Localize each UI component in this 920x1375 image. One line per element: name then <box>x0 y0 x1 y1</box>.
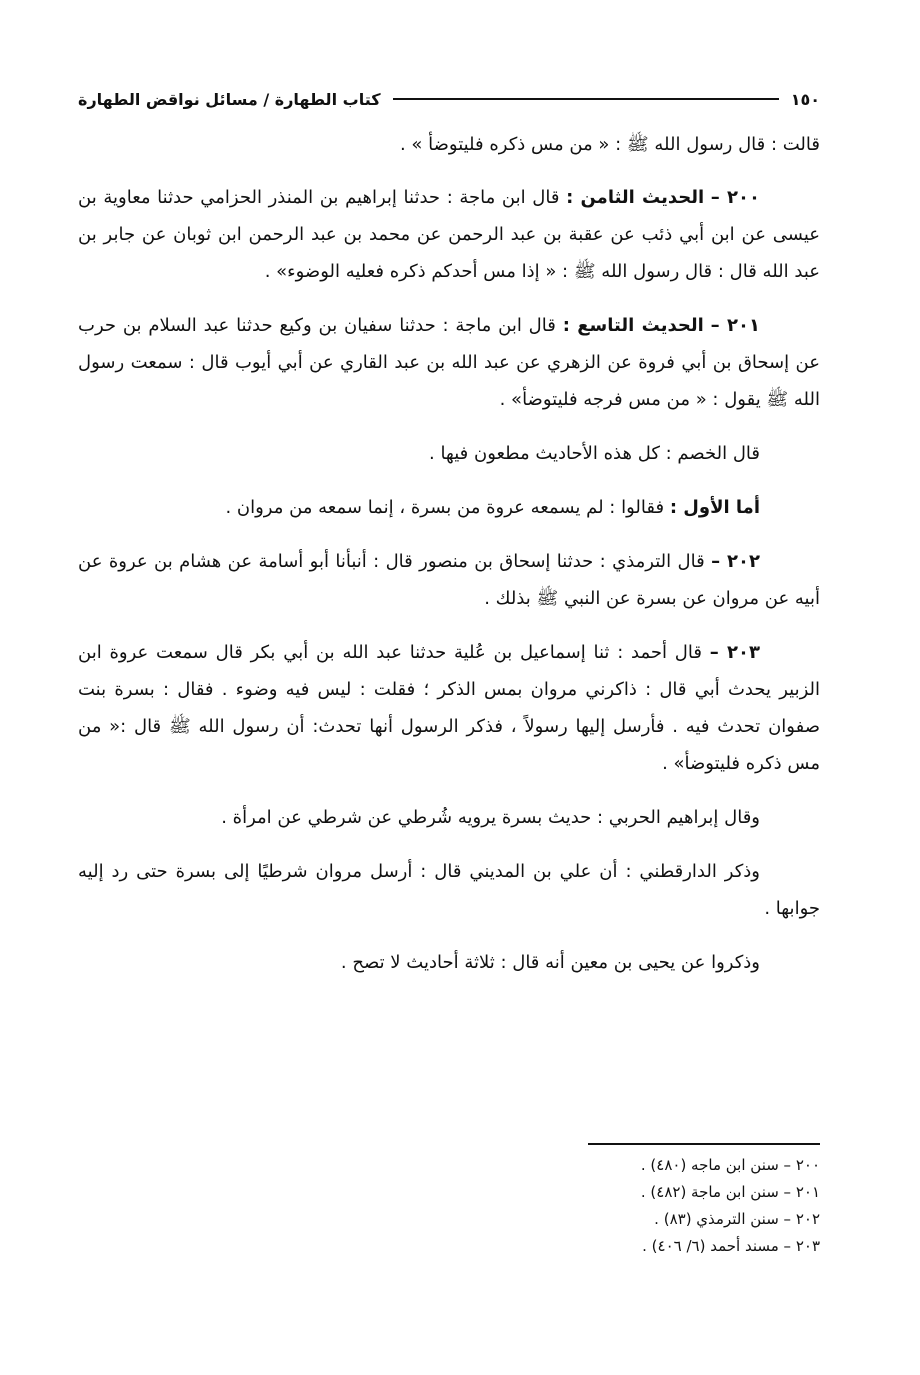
hadith-label: الحديث التاسع : <box>562 315 704 336</box>
paragraph-text: فقالوا : لم يسمعه عروة من بسرة ، إنما سمعه من مروان . <box>225 497 665 518</box>
header-rule <box>393 98 779 100</box>
paragraph-harbi <box>78 799 820 836</box>
paragraph-text: وذكروا عن يحيى بن معين أنه قال : ثلاثة أحاديث لا تصح . <box>340 952 760 973</box>
paragraph-hadith-202 <box>78 543 820 617</box>
paragraph-hadith-203 <box>78 634 820 782</box>
footnote-201: ٢٠١ – سنن ابن ماجة (٤٨٢) . <box>640 1183 820 1201</box>
body-text <box>78 126 820 998</box>
book-page <box>78 0 820 1375</box>
running-title: كتاب الطهارة / مسائل نواقض الطهارة <box>78 89 381 109</box>
paragraph-hadith-201 <box>78 307 820 418</box>
hadith-number: ٢٠٣ – <box>709 642 760 663</box>
paragraph-text: قال الترمذي : حدثنا إسحاق بن منصور قال : أنبأنا أبو أسامة عن هشام بن عروة عن أبيه عن مروان عن بسرة عن النبي ﷺ بذلك . <box>78 551 820 609</box>
footnote-rule <box>588 1143 820 1145</box>
footnote-202: ٢٠٢ – سنن الترمذي (٨٣) . <box>654 1210 820 1228</box>
footnotes <box>78 1152 820 1260</box>
footnote-203: ٢٠٣ – مسند أحمد (٦/ ٤٠٦) . <box>642 1237 820 1255</box>
hadith-label: الحديث الثامن : <box>566 187 705 208</box>
paragraph-first-objection <box>78 489 820 526</box>
paragraph-text: وقال إبراهيم الحربي : حديث بسرة يرويه شُرطي عن شرطي عن امرأة . <box>221 807 760 828</box>
hadith-number: ٢٠٠ – <box>710 187 760 208</box>
paragraph-text: قال ابن ماجة : حدثنا سفيان بن وكيع حدثنا عبد السلام بن حرب عن إسحاق بن أبي فروة عن الزهري عن عبد الله بن عبد القاري عن أبي أيوب قال : سمعت رسول الله ﷺ يقول : « من مس فرجه فليتوضأ» . <box>78 315 820 410</box>
paragraph-text: قال ابن ماجة : حدثنا إبراهيم بن المنذر الحزامي حدثنا معاوية بن عيسى عن ابن أبي ذئب عن عقبة بن عبد الرحمن عن محمد بن عبد الرحمن ابن ثوبان عن جابر بن عبد الله قال : قال رسول الله ﷺ : « إذا مس أحدكم ذكره فعليه الوضوء» . <box>78 187 820 282</box>
paragraph-ibn-maeen <box>78 944 820 981</box>
paragraph-1 <box>78 126 820 163</box>
paragraph-text: قال الخصم : كل هذه الأحاديث مطعون فيها . <box>429 443 760 464</box>
page-number: ١٥٠ <box>790 89 820 109</box>
paragraph-daraqutni <box>78 853 820 927</box>
footnote-200: ٢٠٠ – سنن ابن ماجه (٤٨٠) . <box>640 1156 820 1174</box>
paragraph-opponent <box>78 435 820 472</box>
page-header <box>78 84 820 114</box>
hadith-number: ٢٠١ – <box>710 315 760 336</box>
paragraph-text: وذكر الدارقطني : أن علي بن المديني قال : أرسل مروان شرطيًا إلى بسرة حتى رد إليه جوابها . <box>78 861 820 919</box>
hadith-number: ٢٠٢ – <box>711 551 760 572</box>
paragraph-text: قال أحمد : ثنا إسماعيل بن عُلية حدثنا عبد الله بن أبي بكر قال سمعت عروة ابن الزبير يحدث أبي قال : ذاكرني مروان بمس الذكر ؛ فقلت : ليس فيه وضوء . فقال : بسرة بنت صفوان تحدث فيه . فأرسل إليها رسولاً ، فذكر الرسول أنها تحدث: أن رسول الله ﷺ قال :« من مس ذكره فليتوضأ» . <box>78 642 820 774</box>
paragraph-hadith-200 <box>78 179 820 290</box>
objection-label: أما الأول : <box>669 497 760 518</box>
paragraph-text: قالت : قال رسول الله ﷺ : « من مس ذكره فليتوضأ » . <box>399 134 820 155</box>
